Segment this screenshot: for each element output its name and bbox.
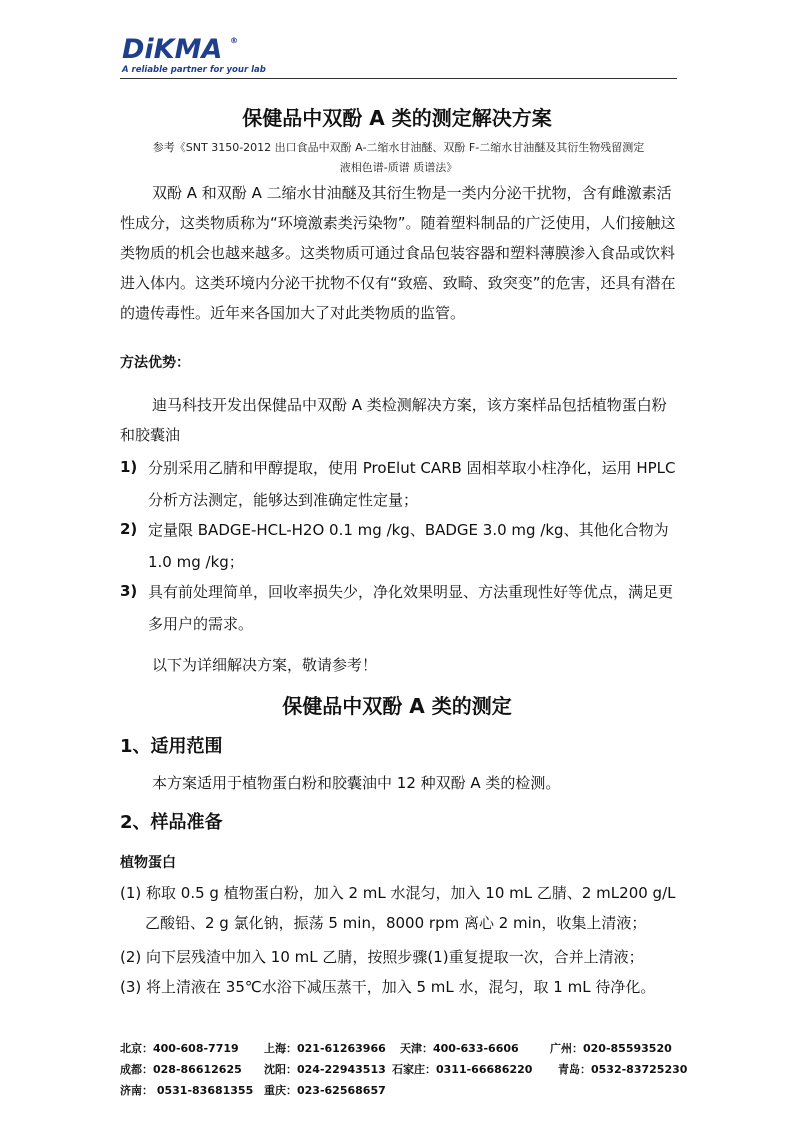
reference-line-1: 参考《SNT 3150-2012 出口食品中双酚 A-二缩水甘油醚、双酚 F-二缩水甘油醚及其衍生物残留测定: [152, 141, 645, 154]
prep-heading: 2、样品准备: [120, 812, 223, 833]
advantages-heading: 方法优势：: [120, 355, 190, 371]
intro-paragraph: 双酚 A 和双酚 A 二缩水甘油醚及其衍生物是一类内分泌干扰物，含有雌激素活性成分，这类物质称为“环境激素类污染物”。随着塑料制品的广泛使用，人们接触这类物质的机会也越来越多。这类物质可通过食品包装容器和塑料薄膜渗入食品或饮料进入体内。这类环境内分泌干扰物不仅有“致癌、致畸、致突变”的危害，还具有潜在的遗传毒性。近年来各国加大了对此类物质的监管。: [120, 184, 676, 322]
reference-line-2: 液相色谱-质谱 质谱法》: [339, 161, 458, 174]
footer-contact-beijing: 北京：400-608-7719: [120, 1042, 239, 1055]
advantage-item-1: 分别采用乙腈和甲醇提取，使用 ProElut CARB 固相萃取小柱净化，运用 HPLC 分析方法测定，能够达到准确定性定量；: [148, 459, 676, 509]
prep-step-3: (3) 将上清液在 35℃水浴下减压蒸干，加入 5 mL 水，混匀，取 1 mL 待净化。: [120, 978, 656, 996]
advantage-item-2: 定量限 BADGE-HCL-H2O 0.1 mg /kg、BADGE 3.0 mg /kg、其他化合物为 1.0 mg /kg；: [148, 521, 669, 571]
footer-contact-jinan: 济南： 0531-83681355: [120, 1084, 254, 1097]
prep-step-1: (1) 称取 0.5 g 植物蛋白粉，加入 2 mL 水混匀，加入 10 mL 乙腈、2 mL200 g/L 乙酸铅、2 g 氯化钠，振荡 5 min，8000 rpm 离心 2 min，收集上清液；: [120, 884, 676, 932]
list-number-1: 1): [120, 458, 138, 476]
document-title: 保健品中双酚 A 类的测定解决方案: [242, 106, 552, 130]
footer-contact-qingdao: 青岛：0532-83725230: [558, 1063, 688, 1076]
scope-heading: 1、适用范围: [120, 736, 223, 757]
registered-mark: ®: [230, 36, 238, 45]
list-number-3: 3): [120, 582, 138, 600]
footer-contact-shijiazhuang: 石家庄：0311-66686220: [392, 1063, 533, 1076]
prep-subheading: 植物蛋白: [120, 855, 176, 871]
header-divider: [120, 78, 677, 79]
list-number-2: 2): [120, 520, 138, 538]
footer-contact-guangzhou: 广州：020-85593520: [550, 1042, 672, 1055]
advantages-lead: 迪马科技开发出保健品中双酚 A 类检测解决方案，该方案样品包括植物蛋白粉和胶囊油: [120, 396, 667, 444]
logo-tagline: A reliable partner for your lab: [122, 65, 266, 75]
logo-wordmark: DiKMA: [122, 34, 223, 65]
prep-step-2: (2) 向下层残渣中加入 10 mL 乙腈，按照步骤(1)重复提取一次，合并上清液；: [120, 948, 644, 966]
footer-contact-chongqing: 重庆：023-62568657: [264, 1084, 386, 1097]
scope-text: 本方案适用于植物蛋白粉和胶囊油中 12 种双酚 A 类的检测。: [152, 774, 561, 792]
footer-row-2: [120, 1061, 687, 1077]
reference-note: [120, 138, 677, 178]
section-title: 保健品中双酚 A 类的测定: [282, 694, 512, 718]
company-logo: [122, 34, 266, 76]
closing-note: 以下为详细解决方案，敬请参考！: [152, 656, 378, 674]
advantage-item-3: 具有前处理简单，回收率损失少，净化效果明显、方法重现性好等优点，满足更多用户的需求。: [148, 583, 674, 633]
footer-contact-shenyang: 沈阳：024-22943513: [264, 1063, 386, 1076]
footer-contact-tianjin: 天津：400-633-6606: [400, 1042, 519, 1055]
footer-contact-chengdu: 成都：028-86612625: [120, 1063, 242, 1076]
footer-contact-shanghai: 上海：021-61263966: [264, 1042, 386, 1055]
footer-row-3: [120, 1082, 386, 1098]
footer-row-1: [120, 1040, 672, 1056]
